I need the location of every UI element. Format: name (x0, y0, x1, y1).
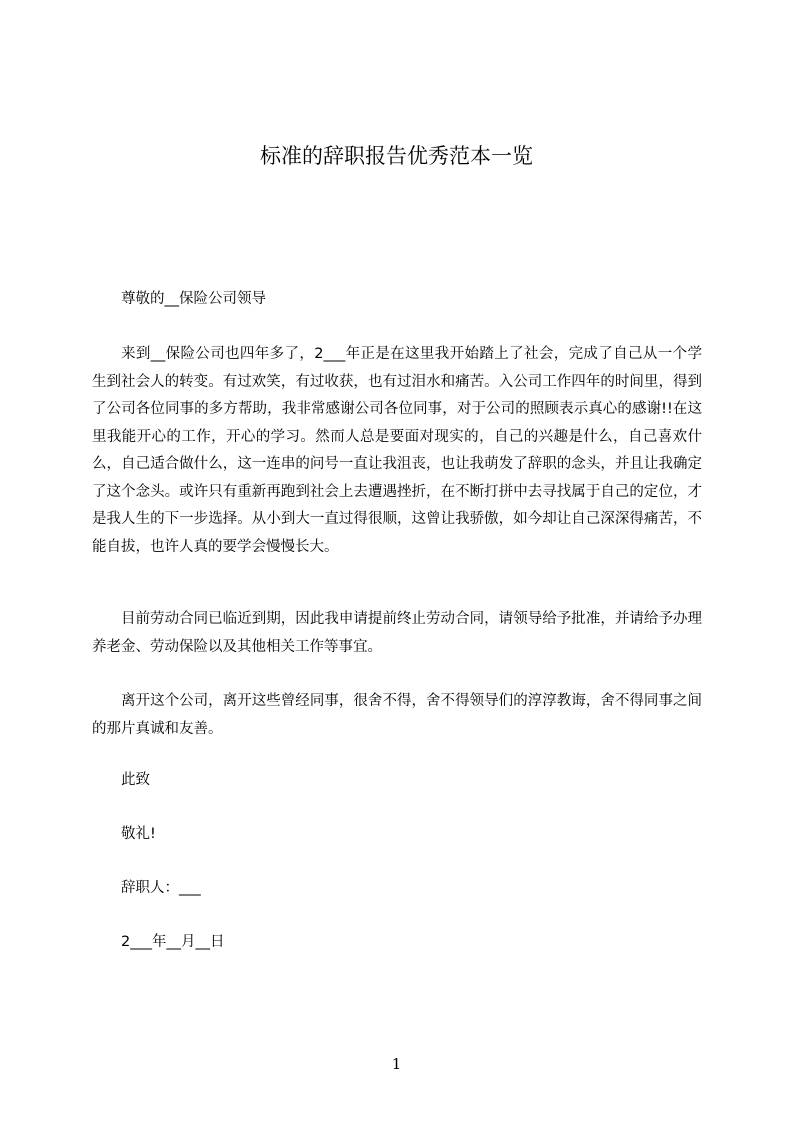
page-number: 1 (391, 1055, 402, 1073)
paragraph-2: 目前劳动合同已临近到期，因此我申请提前终止劳动合同，请领导给予批准，并请给予办理养老金、劳动保险以及其他相关工作等事宜。 (92, 611, 702, 655)
paragraph-3: 离开这个公司，离开这些曾经同事，很舍不得，舍不得领导们的淳淳教诲，舍不得同事之间的那片真诚和友善。 (92, 693, 702, 737)
closing-line-2: 敬礼! (121, 826, 156, 842)
paragraph-1: 来到__保险公司也四年多了，2___年正是在这里我开始踏上了社会，完成了自己从一个学生到社会人的转变。有过欢笑，有过收获，也有过泪水和痛苦。入公司工作四年的时间里，得到了公司各位同事的多方帮助，我非常感谢公司各位同事，对于公司的照顾表示真心的感谢!!在这里我能开心的工作，开心的学习。然而人总是要面对现实的，自己的兴趣是什么，自己喜欢什么，自己适合做什么，这一连串的问号一直让我沮丧，也让我萌发了辞职的念头，并且让我确定了这个念头。或许只有重新再跑到社会上去遭遇挫折，在不断打拼中去寻找属于自己的定位，才是我人生的下一步选择。从小到大一直过得很顺，这曾让我骄傲，如今却让自己深深得痛苦，不能自拔，也许人真的要学会慢慢长大。 (92, 346, 702, 555)
closing-line-1: 此致 (121, 772, 150, 788)
document-title: 标准的辞职报告优秀范本一览 (260, 144, 533, 168)
salutation: 尊敬的__保险公司领导 (121, 291, 266, 307)
signer-line: 辞职人：___ (121, 880, 201, 896)
date-line: 2___年__月__日 (121, 934, 225, 950)
